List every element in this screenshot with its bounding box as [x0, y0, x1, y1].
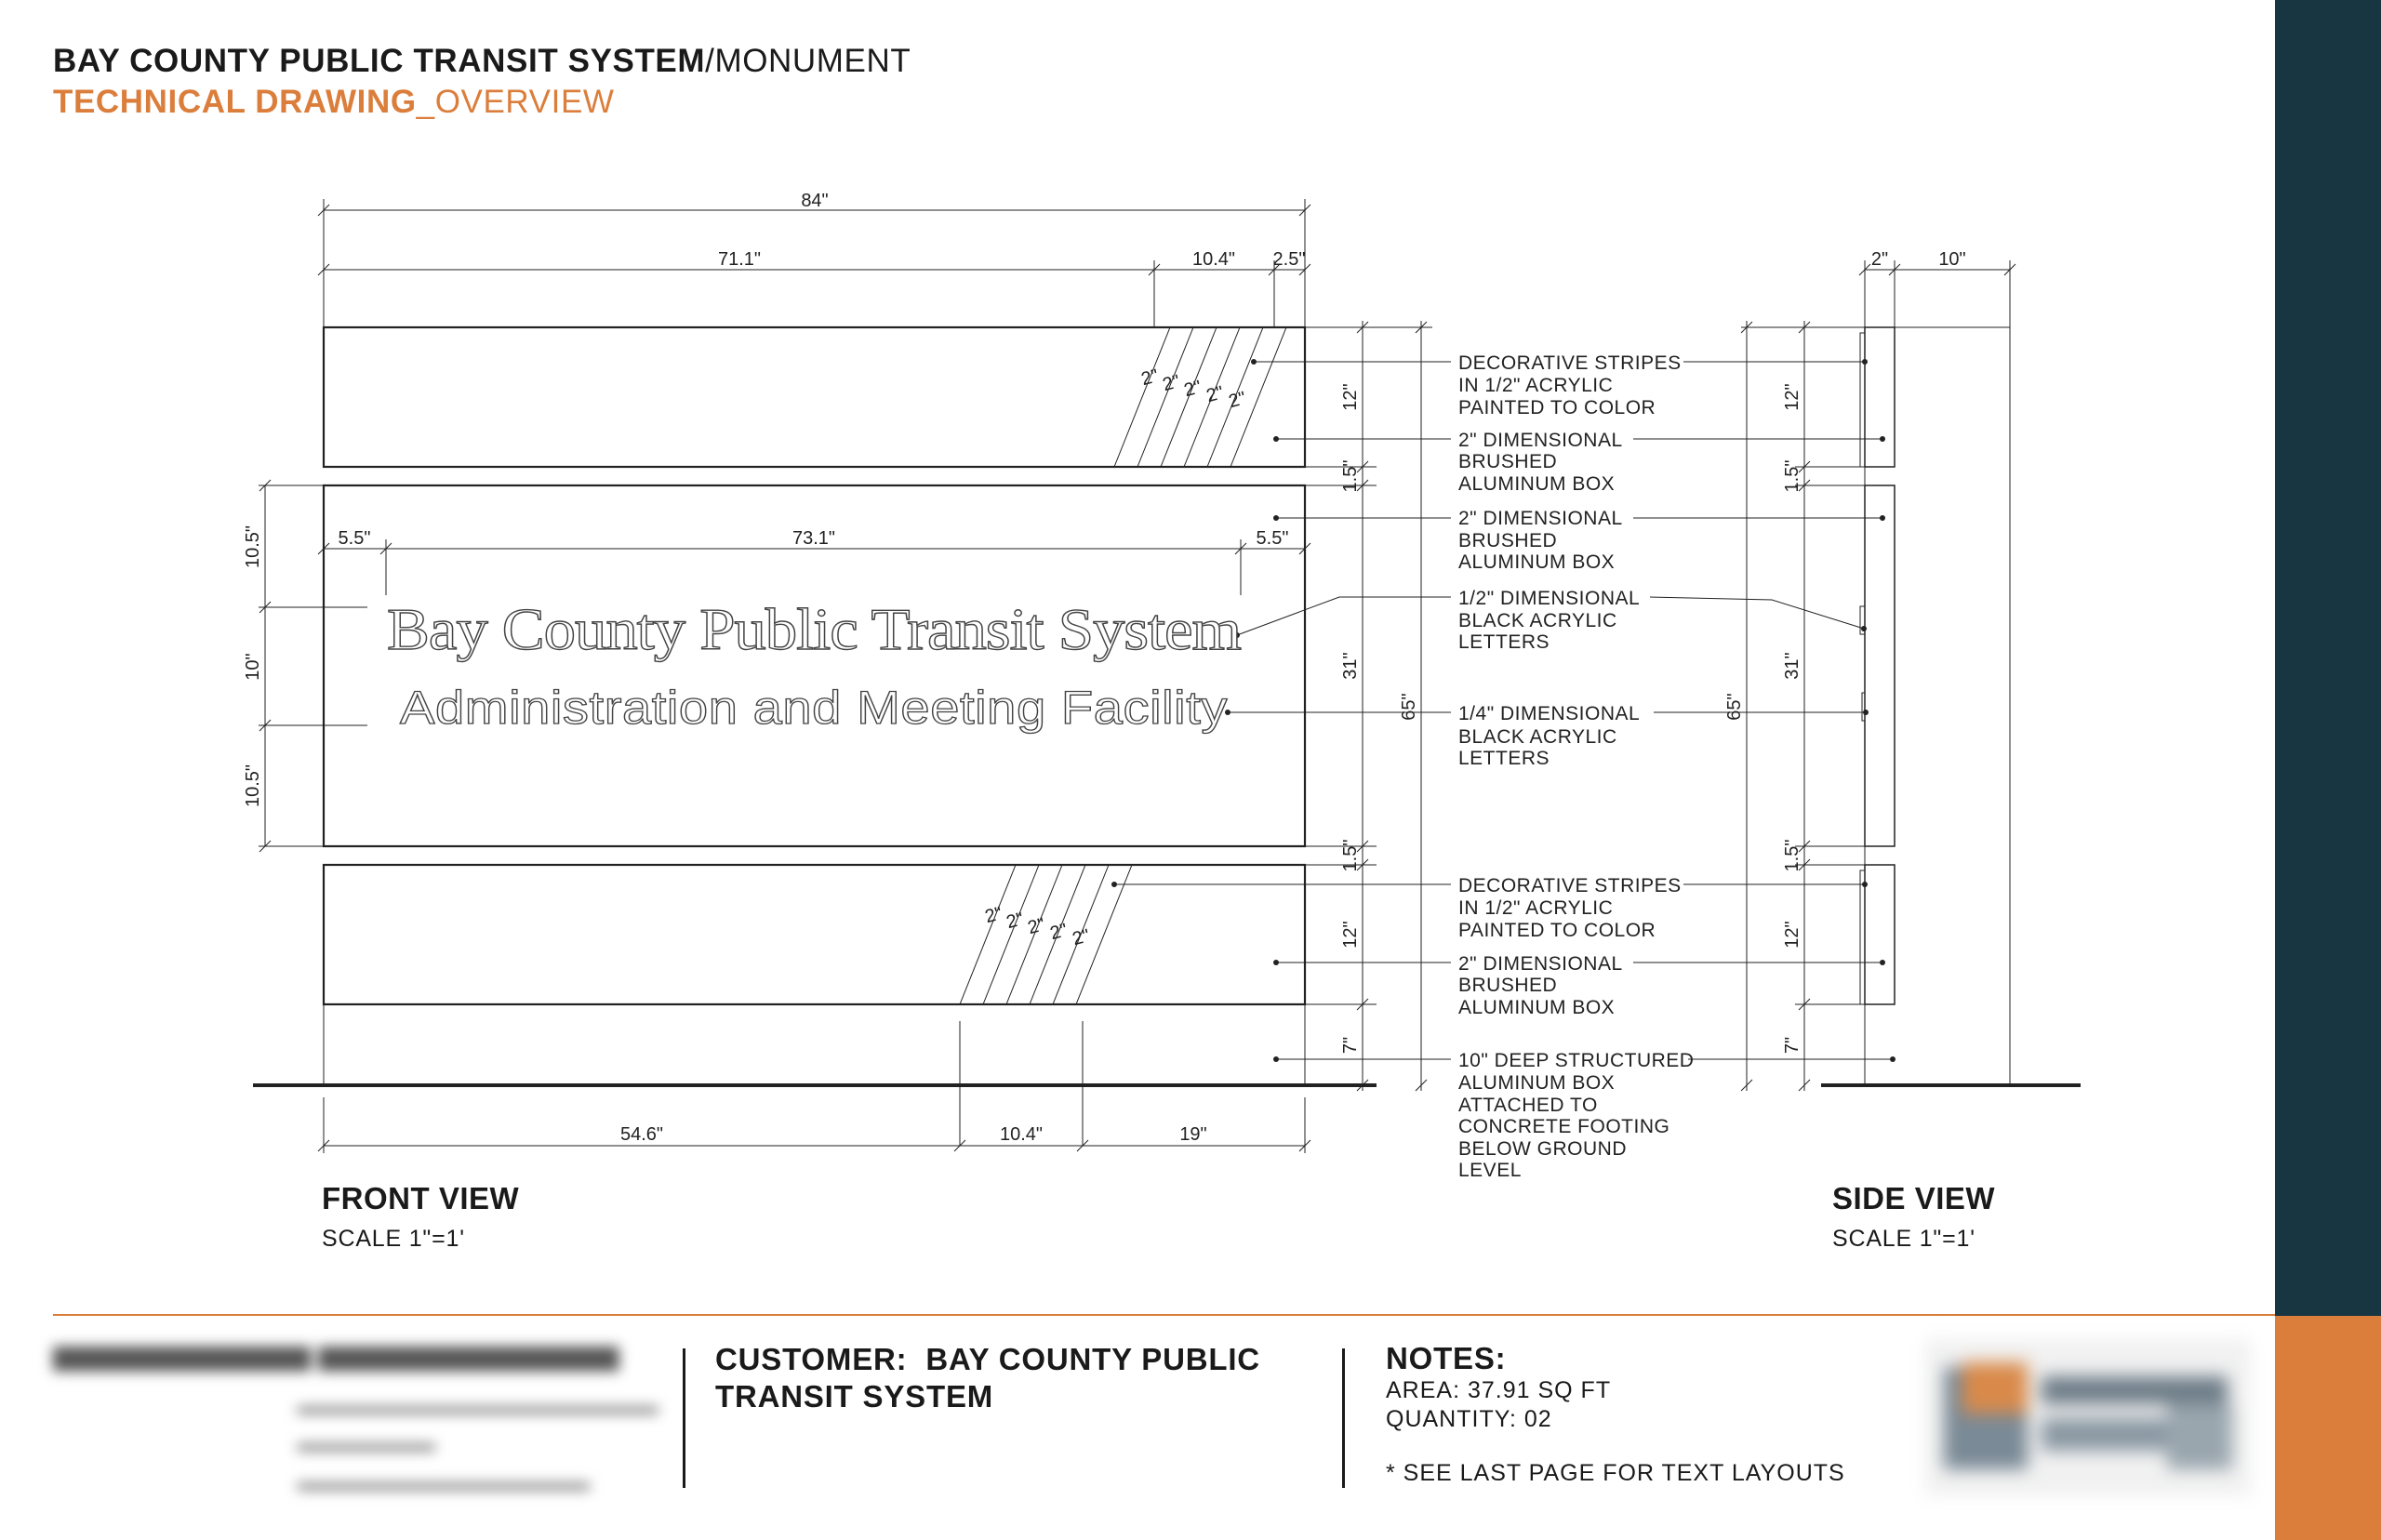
callout-line: LETTERS — [1458, 631, 1550, 653]
callout-line: 10" DEEP STRUCTURED — [1458, 1050, 1695, 1071]
callout-line: DECORATIVE STRIPES — [1458, 352, 1682, 374]
sidebar-accent-block — [2275, 1316, 2381, 1540]
dim-right-gap2: 1.5" — [1340, 839, 1361, 872]
side-top-box — [1865, 327, 1895, 467]
stripe-dim: 2" — [982, 903, 1005, 928]
callout-6 — [1458, 875, 1682, 941]
side-view-label: SIDE VIEW — [1832, 1181, 1996, 1215]
dim-left-bottom: 10.5" — [243, 763, 263, 808]
notes-title: NOTES: — [1386, 1341, 1507, 1375]
side-dim-overall-height: 65" — [1724, 693, 1745, 721]
dim-right-gap1: 1.5" — [1340, 459, 1361, 493]
stripe-dim: 2" — [1160, 371, 1183, 396]
stripe-dim: 2" — [1204, 382, 1227, 407]
stripe-dims-bottom — [983, 903, 1092, 949]
callout-line: ALUMINUM BOX — [1458, 1072, 1616, 1094]
sign-line-1: Bay County Public Transit System — [387, 596, 1242, 662]
callout-line: 2" DIMENSIONAL — [1458, 430, 1623, 451]
footer-divider — [53, 1314, 2275, 1316]
side-dim-depth-b: 10" — [1938, 249, 1966, 270]
side-dim-gap2: 1.5" — [1782, 839, 1802, 872]
notes-quantity: QUANTITY: 02 — [1386, 1406, 1552, 1432]
callout-7 — [1458, 953, 1623, 1018]
callout-line: ALUMINUM BOX — [1458, 473, 1616, 495]
customer-line-1: CUSTOMER: BAY COUNTY PUBLIC — [715, 1342, 1260, 1376]
callout-line: BLACK ACRYLIC — [1458, 610, 1617, 631]
stripe-dim: 2" — [1047, 920, 1071, 945]
dim-left-top: 10.5" — [243, 524, 263, 569]
callout-line: PAINTED TO COLOR — [1458, 920, 1656, 941]
stripe-dims-top — [1139, 365, 1248, 412]
callout-8 — [1458, 1050, 1694, 1181]
front-view-label: FRONT VIEW — [322, 1181, 520, 1215]
callout-line: BRUSHED — [1458, 451, 1558, 472]
callout-2 — [1458, 430, 1623, 495]
title-light: /MONUMENT — [705, 43, 911, 79]
dim-left-mid: 10" — [243, 653, 263, 681]
callout-4 — [1458, 588, 1640, 653]
dim-text-width: 73.1" — [791, 528, 836, 549]
footer-separator — [1342, 1348, 1345, 1488]
callout-line: ALUMINUM BOX — [1458, 997, 1616, 1018]
contact-line-redacted: ▂▂▂▂▂▂▂▂▂▂▂▂▂▂▂▂▂ — [298, 1465, 590, 1490]
side-dim-box-mid: 31" — [1782, 652, 1802, 680]
callout-line: CONCRETE FOOTING — [1458, 1116, 1670, 1137]
side-dim-box-top: 12" — [1782, 383, 1802, 411]
subtitle-bold: TECHNICAL DRAWING — [53, 84, 417, 120]
dim-bottom-mid: 10.4" — [999, 1124, 1044, 1145]
contractor-info-redacted: ▆▆▆▆▆▆▆▆▆▆▆▆ ▆▆▆▆▆▆▆▆▆▆▆▆▆▆ — [53, 1340, 619, 1371]
side-dim-base: 7" — [1782, 1036, 1802, 1055]
callout-line: IN 1/2" ACRYLIC — [1458, 375, 1614, 396]
callout-line: LEVEL — [1458, 1160, 1522, 1181]
callout-line: LETTERS — [1458, 748, 1550, 769]
sidebar-dark-panel — [2275, 0, 2381, 1316]
side-main-box — [1865, 485, 1895, 846]
callout-line: BELOW GROUND — [1458, 1138, 1628, 1160]
callout-3 — [1458, 508, 1623, 573]
callout-line: BLACK ACRYLIC — [1458, 726, 1617, 748]
contact-line-redacted: ▂▂▂▂▂▂▂▂ — [298, 1426, 435, 1451]
side-letters-2 — [1862, 693, 1865, 721]
callout-line: IN 1/2" ACRYLIC — [1458, 897, 1614, 919]
dim-bottom-right: 19" — [1179, 1124, 1207, 1145]
dim-top-left: 71.1" — [717, 249, 762, 270]
stripe-dim: 2" — [1138, 365, 1162, 391]
sign-line-2: Administration and Meeting Facility — [400, 682, 1228, 734]
notes-block — [1386, 1341, 1845, 1487]
customer-block — [715, 1341, 1260, 1415]
callout-line: 2" DIMENSIONAL — [1458, 953, 1623, 975]
front-bottom-box — [324, 865, 1305, 1004]
contact-line-redacted: ▂▂▂▂▂▂▂▂▂▂▂▂▂▂▂▂▂▂▂▂▂ — [298, 1388, 658, 1414]
callout-1 — [1458, 352, 1682, 418]
subtitle-light: _OVERVIEW — [416, 84, 615, 120]
stripe-dim: 2" — [1025, 914, 1048, 939]
customer-line-2: TRANSIT SYSTEM — [715, 1379, 994, 1414]
company-logo-redacted — [1925, 1339, 2251, 1495]
callout-line: DECORATIVE STRIPES — [1458, 875, 1682, 896]
callout-line: ATTACHED TO — [1458, 1095, 1598, 1116]
callout-line: BRUSHED — [1458, 975, 1558, 996]
stripe-dim: 2" — [1004, 909, 1027, 934]
dim-right-base: 7" — [1340, 1036, 1361, 1055]
notes-footnote: * SEE LAST PAGE FOR TEXT LAYOUTS — [1386, 1460, 1845, 1486]
stripe-dim: 2" — [1181, 377, 1204, 402]
footer-separator — [683, 1348, 685, 1488]
dim-margin-right: 5.5" — [1256, 528, 1289, 549]
callout-line: 1/4" DIMENSIONAL — [1458, 703, 1641, 724]
side-dim-gap1: 1.5" — [1782, 459, 1802, 493]
dim-right-mid-box: 31" — [1340, 652, 1361, 680]
callout-line: ALUMINUM BOX — [1458, 551, 1616, 573]
title-bold: BAY COUNTY PUBLIC TRANSIT SYSTEM — [53, 43, 706, 79]
dim-bottom-left: 54.6" — [619, 1124, 664, 1145]
side-view-scale: SCALE 1"=1' — [1832, 1226, 1975, 1252]
dim-margin-left: 5.5" — [338, 528, 371, 549]
front-bottom-stripes — [960, 865, 1132, 1004]
stripe-dim: 2" — [1226, 388, 1249, 413]
front-top-box — [324, 327, 1305, 467]
callout-5 — [1458, 703, 1640, 769]
side-bottom-box — [1865, 865, 1895, 1004]
front-view-scale: SCALE 1"=1' — [322, 1226, 465, 1252]
callout-line: PAINTED TO COLOR — [1458, 397, 1656, 418]
dim-right-bottom-box: 12" — [1340, 921, 1361, 949]
dim-overall-width: 84" — [801, 191, 829, 211]
notes-area: AREA: 37.91 SQ FT — [1386, 1377, 1612, 1403]
dim-top-mid: 10.4" — [1191, 249, 1236, 270]
side-dim-box-bottom: 12" — [1782, 921, 1802, 949]
dim-overall-height: 65" — [1399, 693, 1419, 721]
side-dim-depth-a: 2" — [1870, 249, 1889, 270]
stripe-dim: 2" — [1070, 925, 1093, 950]
dim-top-right: 2.5" — [1272, 249, 1306, 270]
callout-line: 1/2" DIMENSIONAL — [1458, 588, 1641, 609]
callout-line: 2" DIMENSIONAL — [1458, 508, 1623, 529]
callout-line: BRUSHED — [1458, 530, 1558, 551]
dim-right-top-box: 12" — [1340, 383, 1361, 411]
side-structure-outline — [1865, 327, 2010, 1085]
